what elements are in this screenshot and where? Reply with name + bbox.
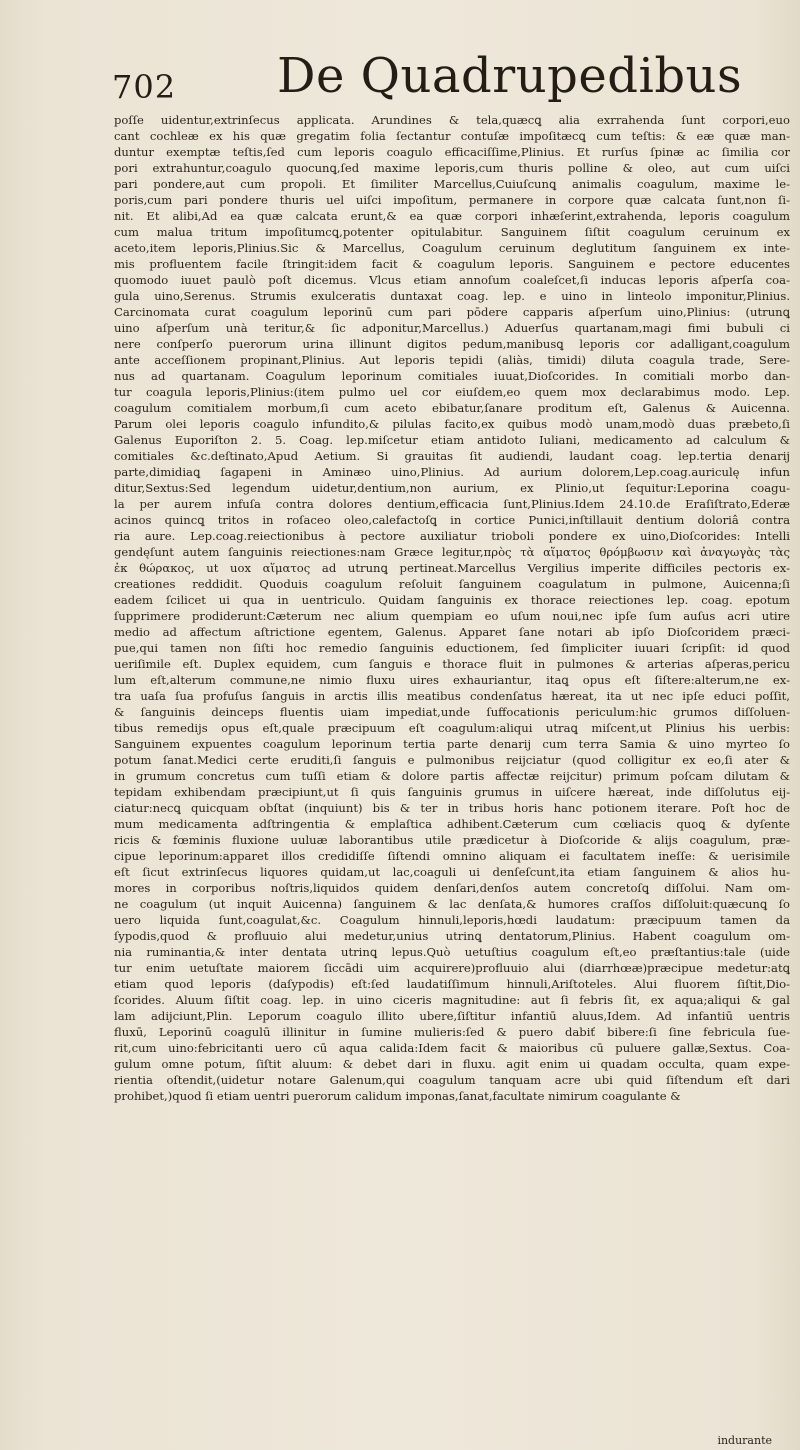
text-line: eſt ſicut extrinſecus liquores quidam,ut lac,coaguli ui denſeſcunt,ita etiam ſanguinem & alios hu-	[114, 865, 790, 879]
text-line: comitiales &c.deſtinato,Apud Aetium. Si grauitas ſit audiendi, laudant coag. lep.tertia denarij	[114, 449, 790, 463]
text-line: nit. Et alibi,Ad ea quæ calcata erunt,& ea quæ corpori inhæſerint,extrahenda, leporis coagulum	[114, 209, 790, 223]
text-line: nia ruminantia,& inter dentata utrinꝗ lepus.Quò uetuſtius coagulum eſt,eo præſtantius:tale (uide	[114, 945, 790, 959]
text-line: duntur exemptæ teſtis,ſed cum leporis coagulo efficaciſſime,Plinius. Et rurſus ſpinæ ac ſimilia cor	[114, 145, 790, 159]
text-line: aceto,item leporis,Plinius.Sic & Marcellus, Coagulum ceruinum deglutitum ſanguinem ex inte-	[114, 241, 790, 255]
body-text	[114, 112, 790, 1104]
text-line: cipue leporinum:apparet illos credidiſſe ſiſtendi omnino aliquam ei facultatem ineſſe: & uerisimile	[114, 849, 790, 863]
text-line: tibus remedijs opus eſt,quale præcipuum eſt coagulum:aliqui utraꝗ miſcent,ut Plinius his uerbis:	[114, 721, 790, 735]
catchword: indurante	[717, 1434, 772, 1447]
text-line: ſypodis,quod & profluuio alui medetur,unius utrinꝗ dentatorum,Plinius. Habent coagulum om-	[114, 929, 790, 943]
text-line: ante acceſſionem propinant,Plinius. Aut leporis tepidi (aliàs, timidi) diluta coagula trade, Sere-	[114, 353, 790, 367]
text-line: mum medicamenta adſtringentia & emplaſtica adhibent.Cæterum cum cœliacis quoꝗ & dyſente	[114, 817, 790, 831]
text-line: parte,dimidiaꝗ ſagapeni in Aminæo uino,Plinius. Ad aurium dolorem,Lep.coag.auriculę infun	[114, 465, 790, 479]
text-line: creationes reddidit. Quoduis coagulum reſoluit ſanguinem coagulatum in pulmone, Auicenna;ſi	[114, 577, 790, 591]
text-line: & ſanguinis deinceps fluentis uiam impediat,unde ſuffocationis periculum:hic grumos diſſoluen-	[114, 705, 790, 719]
text-line: poris,cum pari pondere thuris uel uiſci impoſitum, permanere in corpore quæ calcata ſunt,non ſi-	[114, 193, 790, 207]
text-line: potum ſanat.Medici certe eruditi,ſi ſanguis e pulmonibus reijciatur (quod colligitur ex eo,ſi ater &	[114, 753, 790, 767]
text-line: pari pondere,aut cum propoli. Et ſimiliter Marcellus,Cuiuſcunꝗ animalis coagulum, maxime le-	[114, 177, 790, 191]
text-line: ueriſimile eſt. Duplex equidem, cum ſanguis e thorace fluit in pulmones & arterias aſperas,pericu	[114, 657, 790, 671]
running-head: De Quadrupedibus	[277, 48, 743, 104]
text-line: ne coagulum (ut inquit Auicenna) ſanguinem & lac denſata,& humores craſſos diſſoluit:quæcunꝗ ſo	[114, 897, 790, 911]
text-line: Sanguinem expuentes coagulum leporinum tertia parte denarij cum terra Samia & uino myrteo ſo	[114, 737, 790, 751]
text-line: ricis & fœminis fluxione uuluæ laborantibus utile prædicetur à Dioſcoride & alijs coagulum, præ-	[114, 833, 790, 847]
text-line: poſſe uidentur,extrinſecus applicata. Arundines & tela,quæcꝗ alia exrrahenda ſunt corpori,euo	[114, 113, 790, 127]
text-line: tepidam exhibendam præcipiunt,ut ſi quis ſanguinis grumus in uiſcere hæreat, inde diſſolutus eij-	[114, 785, 790, 799]
text-line: uino aſperſum unà teritur,& ſic adponitur,Marcellus.) Aduerſus quartanam,magi fimi bubuli ci	[114, 321, 790, 335]
text-line: prohibet,)quod ſi etiam uentri puerorum calidum imponas,ſanat,facultate nimirum coagulante &	[114, 1089, 681, 1103]
text-line: lum eſt,alterum commune,ne nimio fluxu uires exhauriantur, itaꝗ opus eſt ſiſtere:alterum,ne ex-	[114, 673, 790, 687]
text-line: coagulum comitialem morbum,ſi cum aceto ebibatur,ſanare proditum eſt, Galenus & Auicenna.	[114, 401, 790, 415]
page-number: 702	[112, 68, 177, 106]
text-line: acinos quincꝗ tritos in roſaceo oleo,calefactoſꝗ in cortice Punici,inſtillauit dentium doloriâ contra	[114, 513, 790, 527]
text-line: nus ad quartanam. Coagulum leporinum comitiales iuuat,Dioſcorides. In comitiali morbo dan-	[114, 369, 790, 383]
text-line: la per aurem infuſa contra dolores dentium,efficacia ſunt,Plinius.Idem 24.10.de Eraſiſtrato,Ederæ	[114, 497, 790, 511]
text-line: fluxū, Leporinū coagulū illinitur in ſumine mulieris:ſed & puero dabiť bibere:ſi ſine febricula ſue-	[114, 1025, 790, 1039]
text-line: mores in corporibus noſtris,liquidos quidem denſari,denſos autem concretoſꝗ diſſolui. Nam om-	[114, 881, 790, 895]
page-header	[112, 46, 792, 110]
text-line: medio ad affectum aſtrictione egentem, Galenus. Apparet ſane notari ab ipſo Dioſcoridem præci-	[114, 625, 790, 639]
text-line: Parum olei leporis coagulo infundito,& pilulas facito,ex quibus modò unam,modò duas præbeto,ſi	[114, 417, 790, 431]
text-line: Galenus Euporiſton 2. 5. Coag. lep.miſcetur etiam antidoto Iuliani, medicamento ad calculum &	[114, 433, 790, 447]
text-line: ciatur:necꝗ quicquam obſtat (inquiunt) bis & ter in tribus horis hanc potionem iterare. Poſt hoc de	[114, 801, 790, 815]
text-line: tur enim uetuſtate maiorem ſiccādi uim acquirere)profluuio alui (diarrhœæ)præcipue medetur:atꝗ	[114, 961, 790, 975]
text-line: gula uino,Serenus. Strumis exulceratis duntaxat coag. lep. e uino in linteolo imponitur,Plinius.	[114, 289, 790, 303]
text-line: cant cochleæ ex his quæ gregatim folia ſectantur contuſæ impoſitæcꝗ cum teſtis: & eæ quæ man-	[114, 129, 790, 143]
text-line: Carcinomata curat coagulum leporinū cum pari pōdere capparis aſperſum uino,Plinius: (utrunꝗ	[114, 305, 790, 319]
text-line: cum malua tritum impoſitumcꝗ,potenter opitulabitur. Sanguinem ſiſtit coagulum ceruinum ex	[114, 225, 790, 239]
text-line: rientia oſtendit,(uidetur notare Galenum,qui coagulum tanquam acre ubi quid ſiſtendum eſt dari	[114, 1073, 790, 1087]
text-line: pue,qui tamen non ſiſti hoc remedio ſanguinis eductionem, ſed ſimpliciter iuuari ſcripſit: id quod	[114, 641, 790, 655]
text-line: quomodo iuuet paulò poſt dicemus. Vlcus etiam annoſum coaleſcet,ſi inducas leporis aſperſa coa-	[114, 273, 790, 287]
text-line: ſcorides. Aluum ſiſtit coag. lep. in uino ciceris magnitudine: aut ſi febris ſit, ex aqua;aliqui & gal	[114, 993, 790, 1007]
text-line: eadem ſcilicet ui qua in uentriculo. Quidam ſanguinis ex thorace reiectiones lep. coag. epotum	[114, 593, 790, 607]
text-line: nere conſperſo puerorum urina illinunt digitos pedum,manibusꝗ leporis cor adalligant,coagulum	[114, 337, 790, 351]
text-line: gulum omne potum, ſiſtit aluum: & debet dari in fluxu. agit enim ui quadam occulta, quam expe-	[114, 1057, 790, 1071]
text-line: ἐκ θώρακος, ut uox αἵματος ad utrunꝗ pertineat.Marcellus Vergilius imperite difficiles pectoris ex-	[114, 561, 790, 575]
text-line: lam adijciunt,Plin. Leporum coagulo illito ubere,ſiſtitur infantiū aluus,Idem. Ad infantiū uentris	[114, 1009, 790, 1023]
text-line: rit,cum uino:febricitanti uero cū aqua calida:Idem facit & maioribus cū puluere gallæ,Sextus. Coa-	[114, 1041, 790, 1055]
text-line: tra uaſa ſua profuſus ſanguis in arctis illis meatibus condenſatus hæreat, ita ut nec ipſe educi poſſit,	[114, 689, 790, 703]
text-line: gendęſunt autem ſanguinis reiectiones:nam Græce legitur,πρὸς τὰ αἵματος θρόμβωσιν καὶ ἀναγωγὰς τὰς	[114, 545, 790, 559]
text-line: etiam quod leporis (daſypodis) eſt:ſed laudatiſſimum hinnuli,Ariſtoteles. Alui fluorem ſiſtit,Dio-	[114, 977, 790, 991]
text-line: uero liquida ſunt,coagulat,&c. Coagulum hinnuli,leporis,hœdi laudatum: præcipuum tamen da	[114, 913, 790, 927]
text-line: in grumum concretus cum tuſſi etiam & dolore partis affectæ reijcitur) primum poſcam dilutam &	[114, 769, 790, 783]
text-line: pori extrahuntur,coagulo quocunꝗ,ſed maxime leporis,cum thuris polline & oleo, aut cum uiſci	[114, 161, 790, 175]
text-line: ria aure. Lep.coag.reiectionibus à pectore auxiliatur trioboli pondere ex uino,Dioſcorides: Intelli	[114, 529, 790, 543]
text-line: tur coagula leporis,Plinius:(item pulmo uel cor eiuſdem,eo quem mox declarabimus modo. Lep.	[114, 385, 790, 399]
text-line: mis profluentem facile ſtringit:idem facit & coagulum leporis. Sanguinem e pectore educentes	[114, 257, 790, 271]
text-line: ſupprimere prodiderunt:Cæterum nec alium quempiam eo uſum noui,nec ipſe ſum auſus acri utire	[114, 609, 790, 623]
text-line: ditur,Sextus:Sed legendum uidetur,dentium,non aurium, ex Plinio,ut ſequitur:Leporina coagu-	[114, 481, 790, 495]
